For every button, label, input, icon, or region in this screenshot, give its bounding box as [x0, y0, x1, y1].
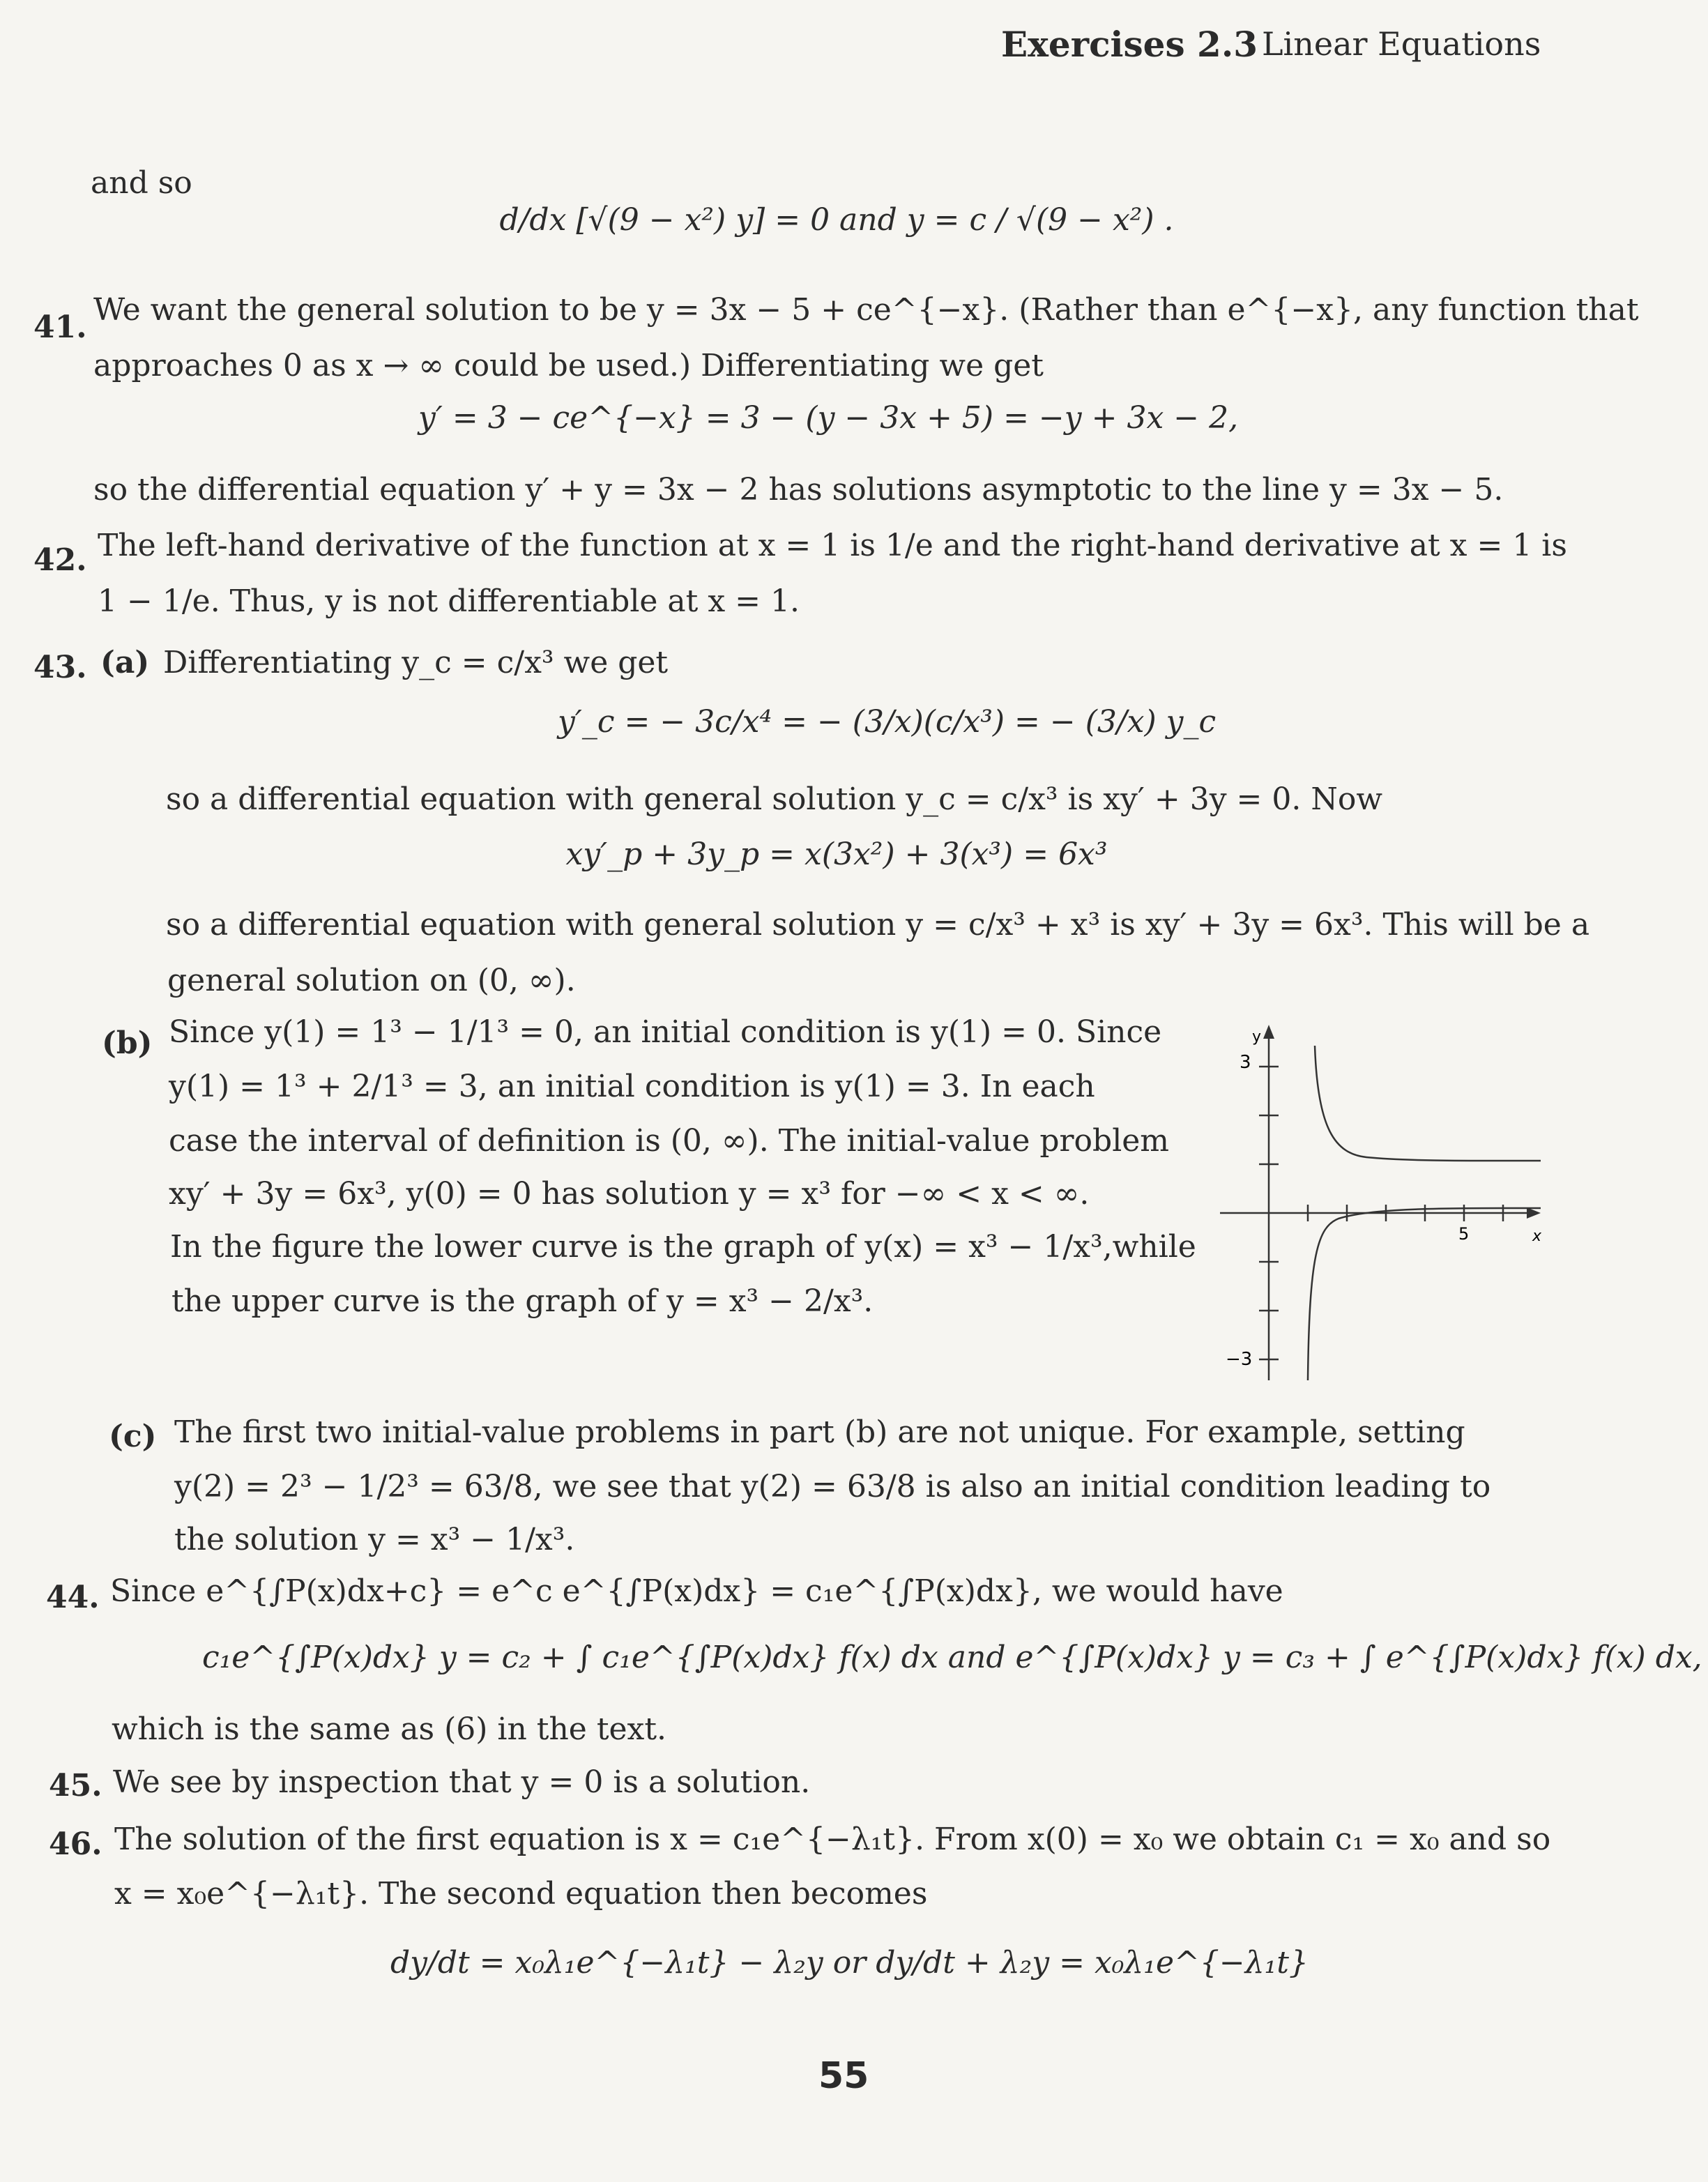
y-axis-arrow-icon: [1263, 1025, 1274, 1039]
lower-curve: [1308, 1208, 1541, 1380]
problem-43a-line1: Differentiating y_c = c/x³ we get: [163, 645, 669, 680]
figure-x-label: x: [1532, 1228, 1542, 1245]
problem-43b-line: the upper curve is the graph of y = x³ − 2/x³.: [171, 1283, 874, 1319]
problem-43c-line: y(2) = 2³ − 1/2³ = 63/8, we see that y(2) = 63/8 is also an initial condition leading to: [174, 1469, 1491, 1504]
problem-42-line2: 1 − 1/e. Thus, y is not differentiable at x = 1.: [98, 583, 800, 619]
header-title: Exercises 2.3: [1001, 24, 1258, 65]
problem-46-equation: dy/dt = x₀λ₁e^{−λ₁t} − λ₂y or dy/dt + λ₂y = x₀λ₁e^{−λ₁t}: [390, 1945, 1309, 1981]
problem-46-number: 46.: [49, 1826, 102, 1862]
continuation-lead: and so: [91, 165, 192, 201]
problem-43a-equation1: y′_c = − 3c/x⁴ = − (3/x)(c/x³) = − (3/x) y_c: [558, 704, 1217, 740]
figure-y-top-tick: 3: [1240, 1052, 1251, 1073]
problem-43b-line: xy′ + 3y = 6x³, y(0) = 0 has solution y = x³ for −∞ < x < ∞.: [169, 1176, 1090, 1212]
problem-44-line1: Since e^{∫P(x)dx+c} = e^c e^{∫P(x)dx} = c₁e^{∫P(x)dx}, we would have: [110, 1573, 1283, 1609]
problem-44-equation: c₁e^{∫P(x)dx} y = c₂ + ∫ c₁e^{∫P(x)dx} f(x) dx and e^{∫P(x)dx} y = c₃ + ∫ e^{∫P(x)dx} f(x) dx,: [202, 1640, 1702, 1675]
upper-curve: [1315, 1046, 1541, 1161]
problem-43b-line: y(1) = 1³ + 2/1³ = 3, an initial condition is y(1) = 3. In each: [169, 1069, 1095, 1104]
problem-43b-line: Since y(1) = 1³ − 1/1³ = 0, an initial condition is y(1) = 0. Since: [169, 1014, 1162, 1050]
problem-43b-line: case the interval of definition is (0, ∞). The initial-value problem: [169, 1123, 1170, 1159]
problem-42-line1: The left-hand derivative of the function at x = 1 is 1/e and the right-hand derivative at x = 1 is: [98, 528, 1567, 563]
problem-45-line1: We see by inspection that y = 0 is a solution.: [113, 1764, 811, 1800]
problem-41-line2: approaches 0 as x → ∞ could be used.) Differentiating we get: [93, 348, 1044, 383]
problem-43a-equation2: xy′_p + 3y_p = x(3x²) + 3(x³) = 6x³: [565, 837, 1108, 872]
header-subtitle: Linear Equations: [1262, 25, 1541, 63]
problem-45-number: 45.: [49, 1768, 102, 1803]
problem-42-number: 42.: [33, 542, 87, 578]
figure-y-label: y: [1252, 1028, 1262, 1046]
problem-43-number: 43.: [33, 650, 87, 685]
figure-x-tick: 5: [1458, 1224, 1470, 1244]
problem-41-number: 41.: [33, 310, 87, 345]
figure-y-bottom-tick: −3: [1226, 1349, 1253, 1370]
solution-curves-figure: [1213, 1025, 1548, 1387]
problem-43a-line3: so a differential equation with general solution y = c/x³ + x³ is xy′ + 3y = 6x³. This will be a: [166, 907, 1590, 943]
problem-43b-line: In the figure the lower curve is the graph of y(x) = x³ − 1/x³,while: [170, 1229, 1196, 1265]
problem-46-line2: x = x₀e^{−λ₁t}. The second equation then becomes: [114, 1876, 928, 1912]
page-number: 55: [818, 2055, 869, 2097]
problem-46-line1: The solution of the first equation is x = c₁e^{−λ₁t}. From x(0) = x₀ we obtain c₁ = x₀ and so: [114, 1822, 1551, 1857]
x-axis-arrow-icon: [1527, 1207, 1541, 1219]
problem-43b-label: (b): [102, 1025, 153, 1061]
problem-43a-line2: so a differential equation with general solution y_c = c/x³ is xy′ + 3y = 0. Now: [166, 781, 1383, 817]
problem-41-line3: so the differential equation y′ + y = 3x − 2 has solutions asymptotic to the line y = 3x − 5.: [93, 472, 1504, 508]
problem-44-line2: which is the same as (6) in the text.: [112, 1711, 667, 1747]
problem-43c-label: (c): [109, 1419, 157, 1454]
problem-41-equation: y′ = 3 − ce^{−x} = 3 − (y − 3x + 5) = −y + 3x − 2,: [418, 400, 1239, 436]
problem-43a-label: (a): [100, 645, 150, 680]
problem-43c-line: The first two initial-value problems in part (b) are not unique. For example, setting: [174, 1414, 1465, 1450]
problem-41-line1: We want the general solution to be y = 3x − 5 + ce^{−x}. (Rather than e^{−x}, any function that: [93, 292, 1639, 328]
continuation-equation: d/dx [√(9 − x²) y] = 0 and y = c / √(9 − x²) .: [499, 202, 1174, 238]
problem-43c-line: the solution y = x³ − 1/x³.: [174, 1522, 575, 1557]
problem-44-number: 44.: [46, 1580, 100, 1615]
problem-43a-line4: general solution on (0, ∞).: [167, 963, 576, 998]
